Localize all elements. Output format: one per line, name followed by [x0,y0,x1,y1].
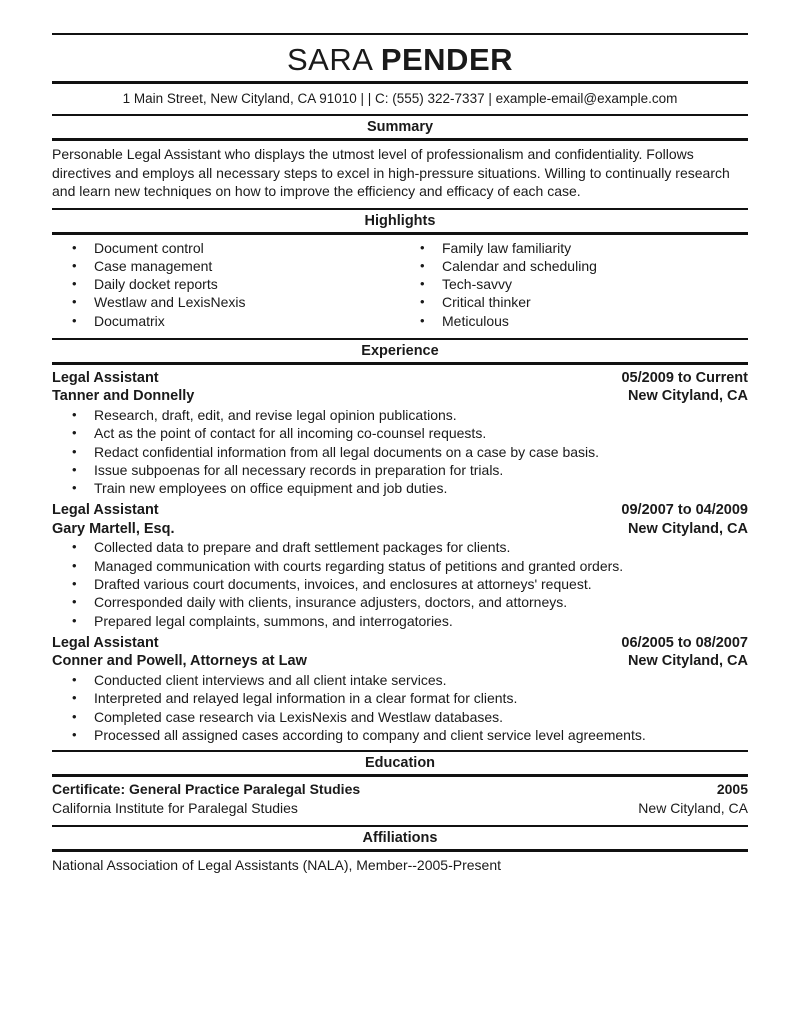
job-employer [52,652,748,671]
job-header [52,501,748,520]
education-degree-row [52,780,748,799]
duty-item: • Redact confidential information from all legal documents on a case by case basis. [52,443,748,461]
duty-item: • Processed all assigned cases according to company and client service level agreements. [52,726,748,744]
first-name: SARA [286,42,372,77]
duty-item: • Collected data to prepare and draft settlement packages for clients. [52,538,748,556]
highlight-item: • Westlaw and LexisNexis [52,293,400,311]
duty-item: • Managed communication with courts regarding status of petitions and granted orders. [52,557,748,575]
job-entry [52,365,748,497]
resume-page [52,33,748,875]
school-location: New Cityland, CA [638,799,748,816]
duty-item: • Issue subpoenas for all necessary records in preparation for trials. [52,461,748,479]
job-entry [52,497,748,629]
highlight-item: • Calendar and scheduling [400,257,748,275]
highlights-heading: Highlights [364,212,436,229]
duty-item: • Conducted client interviews and all client intake services. [52,671,748,689]
highlight-item: • Case management [52,257,400,275]
candidate-name [52,35,748,81]
company-name: Tanner and Donnelly [52,388,195,405]
job-dates: 05/2009 to Current [621,369,748,386]
highlight-item: • Document control [52,239,400,257]
contact-line: 1 Main Street, New Cityland, CA 91010 | | C: (555) 322-7337 | example-email@example.com [122,91,678,106]
duty-item: • Research, draft, edit, and revise legal opinion publications. [52,406,748,424]
job-employer [52,387,748,406]
job-duties [52,406,748,497]
highlights-list [52,235,748,338]
company-name: Gary Martell, Esq. [52,520,175,537]
duty-item: • Completed case research via LexisNexis and Westlaw databases. [52,708,748,726]
job-location: New Cityland, CA [627,653,748,670]
job-employer [52,520,748,539]
education-year: 2005 [716,781,748,798]
job-title: Legal Assistant [52,634,159,651]
duty-item: • Corresponded daily with clients, insurance adjusters, doctors, and attorneys. [52,593,748,611]
job-entry [52,630,748,744]
job-duties [52,671,748,744]
summary-text: Personable Legal Assistant who displays the utmost level of professionalism and confidentiality. Follows directives and employs all necessary steps to excel in high-pressure situations. Willing to continually research and learn new techniques on how to improve the efficiency and efficacy of each case. [52,146,730,199]
job-header [52,369,748,388]
highlight-item: • Critical thinker [400,293,748,311]
duty-item: • Drafted various court documents, invoices, and enclosures at attorneys' request. [52,575,748,593]
degree-field: General Practice Paralegal Studies [129,781,361,798]
duty-item: • Prepared legal complaints, summons, and interrogatories. [52,612,748,630]
highlights-right-column [400,239,748,330]
company-name: Conner and Powell, Attorneys at Law [52,653,307,670]
highlight-item: • Meticulous [400,312,748,330]
duty-item: • Act as the point of contact for all incoming co-counsel requests. [52,424,748,442]
affiliations-heading: Affiliations [362,830,438,847]
job-dates: 06/2005 to 08/2007 [621,634,748,651]
highlight-item: • Documatrix [52,312,400,330]
job-header [52,634,748,653]
highlights-left-column [52,239,400,330]
job-location: New Cityland, CA [627,388,748,405]
degree-label: Certificate [52,781,121,798]
highlight-item: • Family law familiarity [400,239,748,257]
job-title: Legal Assistant [52,502,159,519]
job-title: Legal Assistant [52,369,159,386]
duty-item: • Interpreted and relayed legal information in a clear format for clients. [52,689,748,707]
experience-list [52,365,748,750]
degree-separator: : [120,781,130,798]
experience-heading: Experience [361,342,439,359]
summary-heading: Summary [366,119,434,135]
duty-item: • Train new employees on office equipment and job duties. [52,479,748,497]
affiliations-text: National Association of Legal Assistants (NALA), Member--2005-Present [52,857,501,874]
degree [52,780,360,799]
highlight-item: • Daily docket reports [52,275,400,293]
education-heading: Education [364,755,436,772]
education-entry [52,777,748,825]
school-name: California Institute for Paralegal Studies [52,799,298,816]
job-dates: 09/2007 to 04/2009 [621,502,748,519]
job-location: New Cityland, CA [627,520,748,537]
education-school-row [52,799,748,818]
job-duties [52,538,748,629]
highlight-item: • Tech-savvy [400,275,748,293]
last-name: PENDER [380,42,514,77]
